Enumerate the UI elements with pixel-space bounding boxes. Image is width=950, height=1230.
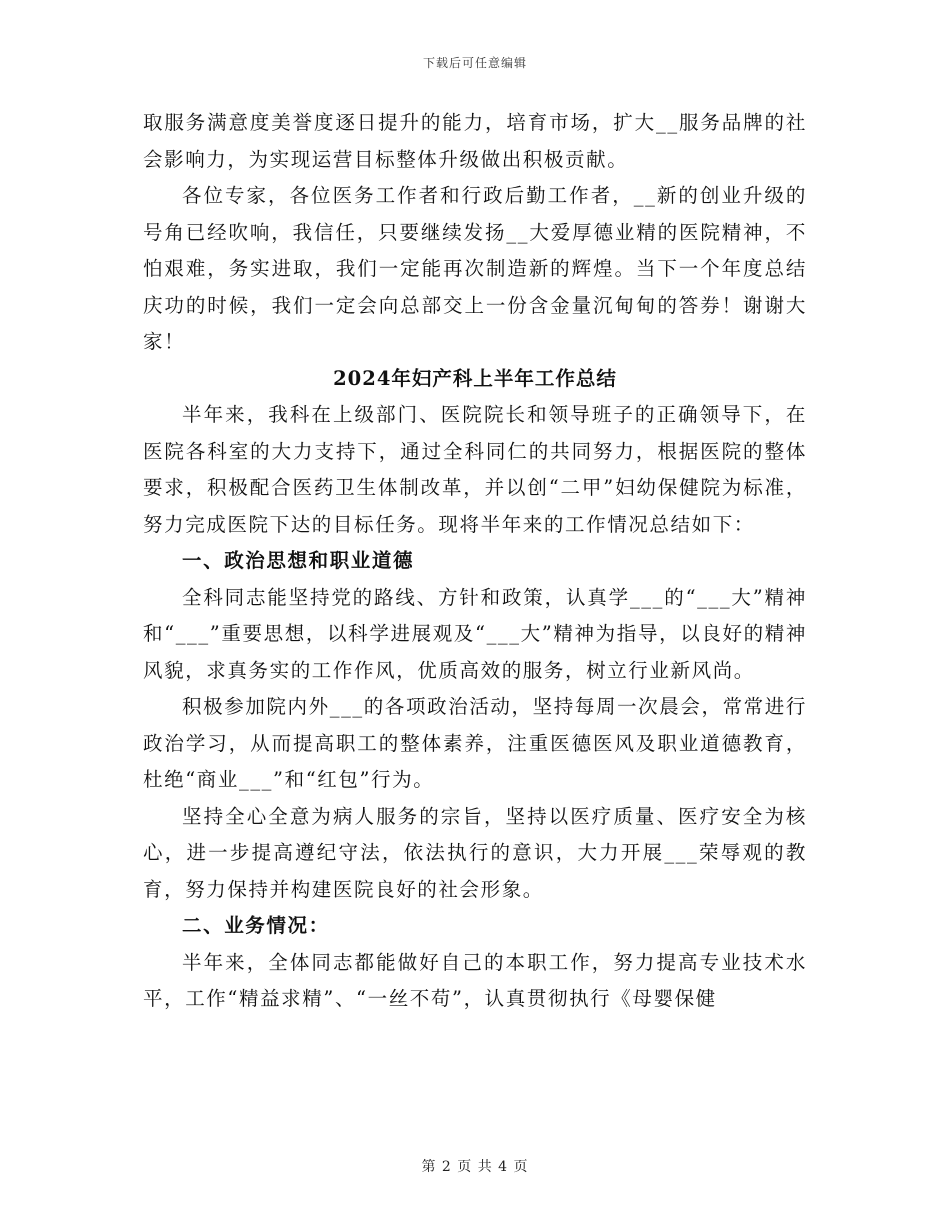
paragraph-continuation: 取服务满意度美誉度逐日提升的能力，培育市场，扩大__服务品牌的社会影响力，为实现运营目标整体升级做出积极贡献。 (143, 111, 807, 171)
header-note: 下载后可任意编辑 (422, 56, 527, 70)
paragraph-politics-3: 坚持全心全意为病人服务的宗旨，坚持以医疗质量、医疗安全为核心，进一步提高遵纪守法，依法执行的意识，大力开展___荣辱观的教育，努力保持并构建医院良好的社会形象。 (143, 804, 807, 901)
document-body (143, 105, 807, 1018)
paragraph-politics-1: 全科同志能坚持党的路线、方针和政策，认真学___的“___大”精神和“___”重要思想，以科学进展观及“___大”精神为指导，以良好的精神风貌，求真务实的工作作风，优质高效的服务，树立行业新风尚。 (143, 585, 807, 682)
document-title: 2024年妇产科上半年工作总结 (333, 366, 617, 390)
section-heading-business: 二、业务情况： (182, 914, 330, 937)
paragraph-intro: 半年来，我科在上级部门、医院院长和领导班子的正确领导下，在医院各科室的大力支持下，通过全科同仁的共同努力，根据医院的整体要求，积极配合医药卫生体制改革，并以创“二甲”妇幼保健院为标准，努力完成医院下达的目标任务。现将半年来的工作情况总结如下： (143, 403, 807, 536)
page-number: 第 2 页 共 4 页 (421, 1159, 529, 1175)
paragraph-business-1: 半年来，全体同志都能做好自己的本职工作，努力提高专业技术水平，工作“精益求精”、“一丝不苟”，认真贯彻执行《母婴保健 (143, 950, 807, 1010)
paragraph-closing-remarks: 各位专家，各位医务工作者和行政后勤工作者，__新的创业升级的号角已经吹响，我信任，只要继续发扬__大爱厚德业精的医院精神，不怕艰难，务实进取，我们一定能再次制造新的辉煌。当下一个年度总结庆功的时候，我们一定会向总部交上一份含金量沉甸甸的答券！谢谢大家！ (143, 184, 807, 353)
paragraph-politics-2: 积极参加院内外___的各项政治活动，坚持每周一次晨会，常常进行政治学习，从而提高职工的整体素养，注重医德医风及职业道德教育，杜绝“商业___”和“红包”行为。 (143, 695, 807, 791)
section-heading-politics: 一、政治思想和职业道德 (182, 549, 415, 572)
